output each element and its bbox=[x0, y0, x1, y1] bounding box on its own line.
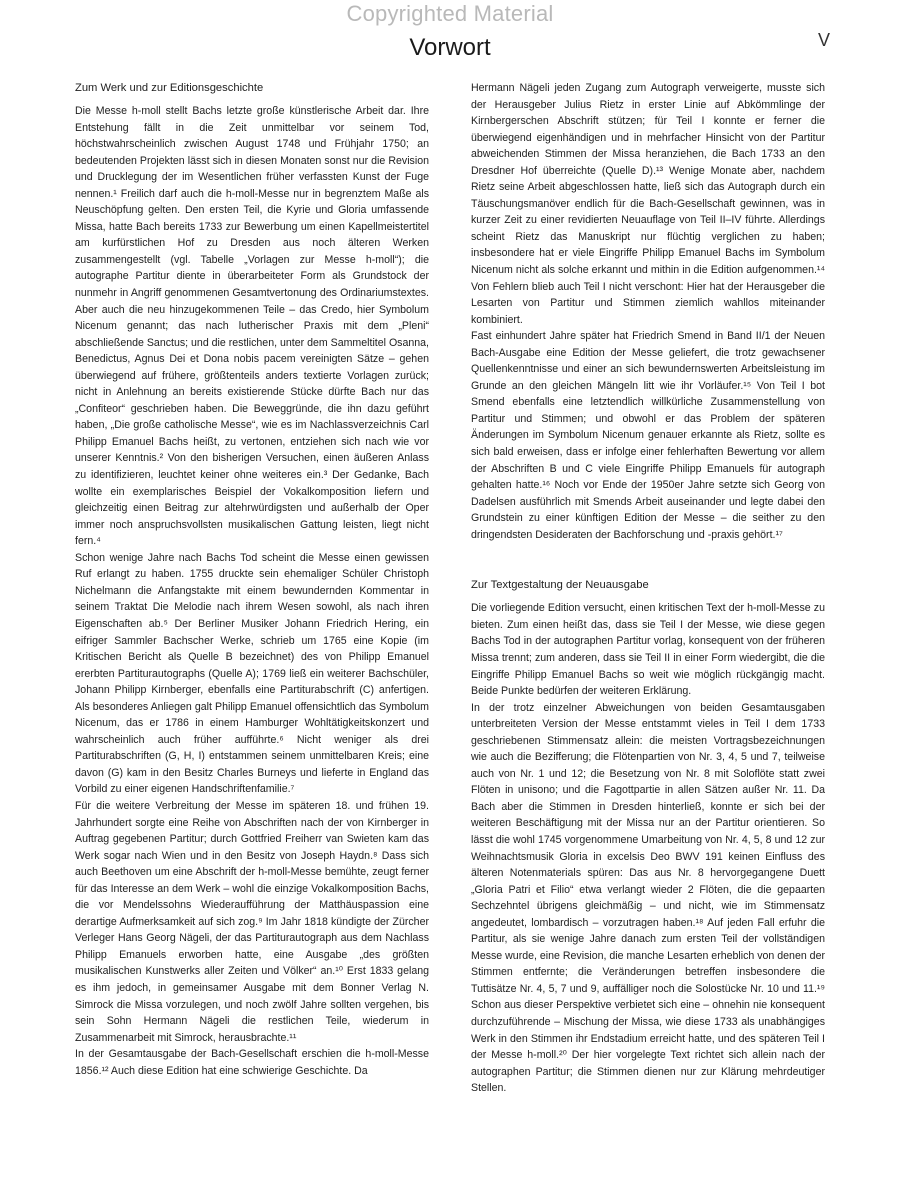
section-heading-textgestaltung: Zur Textgestaltung der Neuausgabe bbox=[471, 579, 649, 592]
left-column bbox=[75, 80, 429, 1079]
right-column bbox=[471, 80, 825, 1097]
paragraph: Die Messe h-moll stellt Bachs letzte große künstlerische Arbeit dar. Ihre Entstehung fällt in die Zeit unmittelbar vor seinem Tod, höchstwahrscheinlich zwischen August 1748 und Frühjahr 1750; an bedeutenden Projekten lässt sich in diesen Monaten sonst nur die Revision und Drucklegung der im Wesentlichen früher verfassten Kunst der Fuge nennen.¹ Freilich darf auch die h-moll-Messe nur in begrenztem Maße als Neuschöpfung gelten. Den ersten Teil, die Kyrie und Gloria umfassende Missa, hatte Bach bereits 1733 zur Bewerbung um einen Kapellmeistertitel am kurfürstlichen Hof zu Dresden aus noch älteren Werken zusammengestellt (vgl. Tabelle „Vorlagen zur Messe h-moll“); die autographe Partitur diente in überarbeiteter Form als Grundstock der nunmehr in Angriff genommenen Gesamtvertonung des Ordinariumstextes. Aber auch die neu hinzugekommenen Teile – das Credo, hier Symbolum Nicenum genannt; das nach lutherischer Praxis mit dem „Pleni“ abschließende Sanctus; und die restlichen, unter dem Sammeltitel Osanna, Benedictus, Agnus Dei et Dona nobis pacem vereinigten Sätze – gehen überwiegend auf frühere, größtenteils anders textierte Vorlagen zurück; nicht in Anlehnung an bereits existierende Stücke dürfte Bach nur das „Confiteor“ geschrieben haben. Die Beweggründe, die ihn dazu geführt haben, „Die große catholische Messe“, wie es im Nachlassverzeichnis Carl Philipp Emanuel Bachs heißt, zu vertonen, entziehen sich nach wie vor unserer Kenntnis.² Von den bisherigen Versuchen, einen äußeren Anlass zu identifizieren, leuchtet keiner ohne weiteres ein.³ Der Gedanke, Bach wollte ein exemplarisches Beispiel der Vokalkomposition liefern und gleichzeitig einen Beitrag zur altehrwürdigsten und außerhalb der Oper immer noch anspruchsvollsten musikalischen Gattung leisten, liegt nicht fern.⁴ bbox=[75, 105, 429, 548]
paragraph: In der Gesamtausgabe der Bach-Gesellschaft erschien die h-moll-Messe 1856.¹² Auch diese Edition hat eine schwierige Geschichte. Da bbox=[75, 1048, 429, 1077]
paragraph: Für die weitere Verbreitung der Messe im späteren 18. und frühen 19. Jahrhundert sorgte eine Reihe von Abschriften nach der von Kirnberger in Auftrag gegebenen Partitur; durch Gottfried Freiherr van Swieten kam das Werk sogar nach Wien und in den Besitz von Joseph Haydn.⁸ Dass sich auch Beethoven um eine Abschrift der h-moll-Messe bemühte, zeugt ferner für das Interesse an dem Werk – wohl die einzige Vokalkomposition Bachs, die vor Mendelssohns Wiederaufführung der Matthäuspassion eine derartige Aufmerksamkeit auf sich zog.⁹ Im Jahr 1818 kündigte der Zürcher Verleger Hans Georg Nägeli, der das Partiturautograph aus dem Nachlass Philipp Emanuels erworben hatte, eine Ausgabe „des größten musikalischen Kunstwerks aller Zeiten und Völker“ an.¹⁰ Erst 1833 gelang es ihm jedoch, in gemeinsamer Ausgabe mit dem Bonner Verlag N. Simrock die Missa vorzulegen, und noch zwölf Jahre sollten vergehen, bis sein Sohn Hermann Nägeli die restlichen Teile, wiederum in Zusammenarbeit mit Simrock, herausbrachte.¹¹ bbox=[75, 799, 429, 1044]
section-spacer bbox=[471, 543, 825, 577]
section-heading-werk: Zum Werk und zur Editionsgeschichte bbox=[75, 82, 264, 94]
paragraph: Fast einhundert Jahre später hat Friedrich Smend in Band II/1 der Neuen Bach-Ausgabe eine Edition der Messe geliefert, die trotz gewachsener Quellenkenntnisse und einer an sich bewundernswerten Arbeitsleistung im Grunde an den gleichen Mängeln litt wie ihr Vorläufer.¹⁵ Von Teil I bot Smend ebenfalls eine letztendlich willkürliche Zusammenstellung von Partitur und Stimmen; und obwohl er das Problem der späteren Änderungen im Symbolum Nicenum genauer erkannte als Rietz, sollte es sich bald erweisen, dass er infolge einer fehlerhaften Bewertung vor allem der Abschriften B und C viele Eingriffe Philipp Emanuels für autograph gehalten hatte.¹⁶ Noch vor Ende der 1950er Jahre setzte sich Georg von Dadelsen ausführlich mit Smends Arbeit auseinander und legte dabei den Grundstein zu einer künftigen Edition der Messe – die seither zu den dringendsten Desideraten der Bachforschung und -praxis gehört.¹⁷ bbox=[471, 330, 825, 541]
page-title: Vorwort bbox=[409, 34, 491, 61]
paragraph: In der trotz einzelner Abweichungen von beiden Gesamtausgaben unterbreiteten Version der Messe entstammt vieles in Teil I dem 1733 geschriebenen Stimmensatz allein: die meisten Vortragsbezeichnungen wie auch die Bezifferung; die Flötenpartien von Nr. 3, 4, 5 und 7, teilweise auch von Nr. 1 und 12; die Besetzung von Nr. 8 mit Soloflöte statt zwei Flöten in unisono; und die Fagottpartie in allen Sätzen außer Nr. 11. Da Bach aber die Stimmen in Dresden hinterließ, konnte er sich bei der weiteren Beschäftigung mit der Missa nur an der Partitur orientieren. So lässt die wohl 1745 vorgenommene Umarbeitung von Nr. 4, 5, 8 und 12 zur Weihnachtsmusik Gloria in excelsis Deo BWV 191 keinen Einfluss des älteren Notenmaterials spüren: Das aus Nr. 8 hervorgegangene Duett „Gloria Patri et Filio“ etwa verlangt wieder 2 Flöten, die die gepaarten Sechzehntel übrigens gleichmäßig – und nicht, wie im Stimmensatz angedeutet, lombardisch – vorzutragen haben.¹⁸ Auf jeden Fall erfuhr die Partitur, als sie wenige Jahre danach zum ersten Teil der vollständigen Messe wurde, eine Revision, die manche Lesarten erheblich von denen der Stimmen entfernte; die Veränderungen betreffen insbesondere die Tuttisätze Nr. 4, 5, 7 und 9, auffälliger noch die Solostücke Nr. 10 und 11.¹⁹ Schon aus dieser Perspektive verbietet sich eine – ohnehin nie konsequent durchzuführende – Mischung der Missa, wie diese 1733 als unabhängiges Werk in den Stimmen ihr Endstadium erreicht hatte, und des späteren Teil I der Messe h-moll.²⁰ Der hier vorgelegte Text richtet sich allein nach der autographen Partitur; die Stimmen dienen nur zur Klärung mehrdeutiger Stellen. bbox=[471, 701, 825, 1095]
paragraph: Schon wenige Jahre nach Bachs Tod scheint die Messe einen gewissen Ruf erlangt zu haben. 1755 druckte sein ehemaliger Schüler Christoph Nichelmann die Anfangstakte mit einem bewundernden Kommentar in seinem Traktat Die Melodie nach ihrem Wesen sowohl, als nach ihren Eigenschaften ab.⁵ Der Berliner Musiker Johann Friedrich Hering, ein eifriger Sammler Bachscher Werke, schrieb um 1765 eine Kopie (im Kritischen Bericht als Quelle B bezeichnet) des von Philipp Emanuel ererbten Partiturautographs (Quelle A); 1769 ließ ein weiterer Bachschüler, Johann Philipp Kirnberger, ebenfalls eine Partiturabschrift (C) anfertigen. Als besonderes Anliegen galt Philipp Emanuel offensichtlich das Symbolum Nicenum, das er 1786 in einem Hamburger Wohltätigkeitskonzert und wahrscheinlich auch früher aufführte.⁶ Nicht weniger als drei Partiturabschriften (G, H, I) entstammen seinem unmittelbaren Kreis; eine davon (G) kam in den Besitz Charles Burneys und lieferte in England das Vorbild zu einer eigenen Handschriftenfamilie.⁷ bbox=[75, 551, 429, 796]
paragraph: Hermann Nägeli jeden Zugang zum Autograph verweigerte, musste sich der Herausgeber Julius Rietz in erster Linie auf Abkömmlinge der Kirnbergerschen Abschrift stützen; für Teil I konnte er ferner die überwiegend eigenhändigen und in mehrfacher Hinsicht von der Partitur abweichenden Stimmen der Missa heranziehen, die Bach 1733 an den Dresdner Hof überreichte (Quelle D).¹³ Wenige Monate aber, nachdem Rietz seine Arbeit abgeschlossen hatte, ließ sich das Autograph durch ein Täuschungsmanöver endlich für die Bach-Gesellschaft gewinnen, was in kurzer Zeit zu einer revidierten Neuauflage von Teil II–IV führte. Allerdings scheint Rietz das Manuskript nur flüchtig verglichen zu haben; insbesondere hat er viele Eingriffe Philipp Emanuel Bachs im Symbolum Nicenum nicht als solche erkannt und mithin in die Edition aufgenommen.¹⁴ Von Fehlern blieb auch Teil I nicht verschont: Hier hat der Herausgeber die Lesarten von Partitur und Stimmen ziemlich wahllos miteinander kombiniert. bbox=[471, 82, 825, 326]
paragraph: Die vorliegende Edition versucht, einen kritischen Text der h-moll-Messe zu bieten. Zum einen heißt das, dass sie Teil I der Messe, wie diese gegen Bachs Tod in der autographen Partitur vorlag, konsequent von der früheren Missa trennt; zum anderen, dass sie Teil II in einer Form wiedergibt, die die Eingriffe Philipp Emanuel Bachs so weit wie möglich rückgängig macht. Beide Punkte bedürfen der weiteren Erklärung. bbox=[471, 602, 825, 698]
copyright-watermark: Copyrighted Material bbox=[346, 1, 554, 26]
page-number: V bbox=[817, 30, 830, 50]
